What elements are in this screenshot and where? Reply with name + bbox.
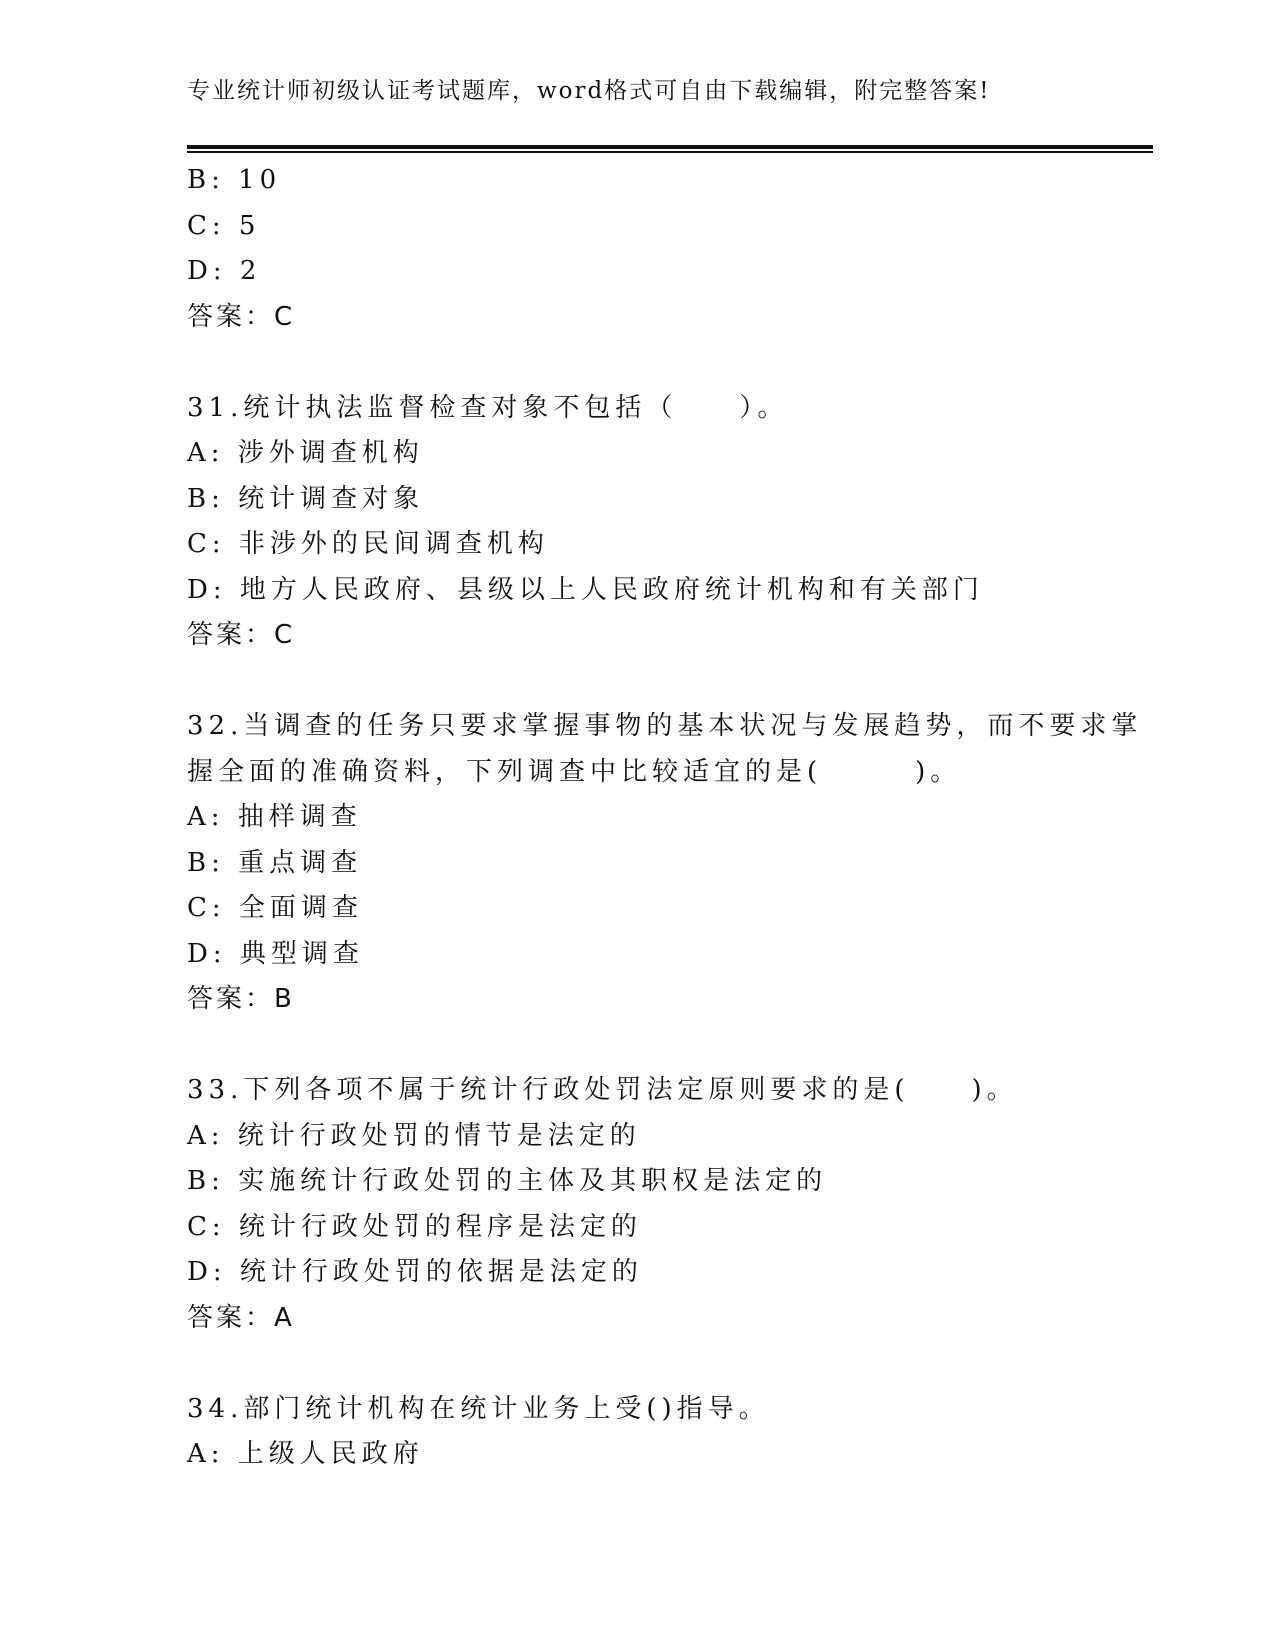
spacer	[187, 1341, 1087, 1387]
option-b: B: 实施统计行政处罚的主体及其职权是法定的	[187, 1166, 828, 1196]
question-33	[187, 1068, 1087, 1341]
option-c: C: 全面调查	[187, 893, 363, 923]
option-c: C: 5	[187, 210, 261, 241]
question-text: 31.统计执法监督检查对象不包括（ ）。	[187, 392, 789, 423]
answer: 答案：A	[187, 1302, 295, 1333]
option-b: B: 重点调查	[187, 847, 363, 878]
option-d: D: 统计行政处罚的依据是法定的	[187, 1257, 643, 1287]
question-text: 34.部门统计机构在统计业务上受()指导。	[187, 1393, 770, 1424]
question-34	[187, 1387, 1087, 1478]
question-32	[187, 704, 1143, 1023]
spacer	[187, 659, 1087, 705]
option-c: C: 非涉外的民间调查机构	[187, 529, 549, 559]
option-d: D: 典型调查	[187, 938, 364, 969]
question-text: 33.下列各项不属于统计行政处罚法定原则要求的是( )。	[187, 1075, 1018, 1105]
question-list	[187, 158, 1143, 1478]
header-rule-thin	[187, 151, 1153, 153]
spacer	[187, 340, 1087, 386]
option-d: D: 2	[187, 256, 262, 286]
answer: 答案：C	[187, 620, 296, 650]
question-30-fragment	[187, 158, 1087, 340]
option-a: A: 统计行政处罚的情节是法定的	[187, 1120, 641, 1151]
answer: 答案：B	[187, 984, 295, 1014]
header-rule-thick	[187, 145, 1153, 149]
answer: 答案：C	[187, 301, 296, 332]
question-31	[187, 386, 1087, 659]
option-d: D: 地方人民政府、县级以上人民政府统计机构和有关部门	[187, 574, 984, 605]
page-header: 专业统计师初级认证考试题库，word格式可自由下载编辑，附完整答案!	[187, 78, 991, 104]
option-b: B: 10	[187, 165, 282, 195]
question-text-line-2: 握全面的准确资料，下列调查中比较适宜的是( )。	[187, 756, 962, 787]
spacer	[187, 1023, 1087, 1069]
option-a: A: 上级人民政府	[187, 1439, 424, 1469]
option-c: C: 统计行政处罚的程序是法定的	[187, 1211, 642, 1242]
option-a: A: 涉外调查机构	[187, 438, 424, 468]
option-a: A: 抽样调查	[187, 802, 362, 832]
question-text-line-1: 32.当调查的任务只要求掌握事物的基本状况与发展趋势，而不要求掌	[187, 711, 1143, 741]
option-b: B: 统计调查对象	[187, 483, 425, 514]
